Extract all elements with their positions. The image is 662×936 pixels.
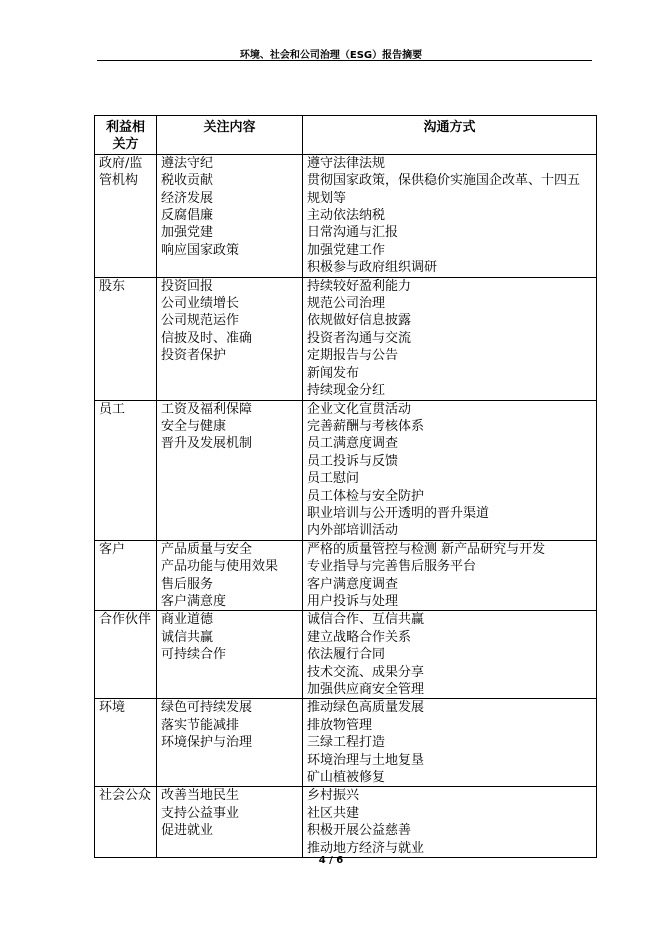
methods-cell bbox=[303, 787, 597, 858]
concern-item: 落实节能减排 bbox=[161, 717, 240, 733]
method-item: 日常沟通与汇报 bbox=[307, 225, 399, 241]
concerns-cell bbox=[157, 787, 303, 858]
concern-item: 支持公益事业 bbox=[161, 805, 240, 821]
stakeholder-cell bbox=[95, 277, 157, 400]
methods-cell bbox=[303, 154, 597, 277]
table-row bbox=[95, 400, 597, 540]
table-row bbox=[95, 154, 597, 277]
method-item: 投资者沟通与交流 bbox=[307, 330, 412, 346]
stakeholder-name: 政府/监管机构 bbox=[99, 155, 143, 189]
method-item: 诚信合作、互信共赢 bbox=[307, 612, 425, 628]
method-item: 职业培训与公开透明的晋升渠道 bbox=[307, 505, 490, 521]
concerns-cell bbox=[157, 611, 303, 699]
concern-item: 加强党建 bbox=[161, 225, 214, 241]
method-item: 环境治理与土地复垦 bbox=[307, 752, 425, 768]
concern-item: 响应国家政策 bbox=[161, 242, 240, 258]
method-item: 三绿工程打造 bbox=[307, 735, 386, 751]
method-item: 社区共建 bbox=[307, 805, 360, 821]
method-item: 遵守法律法规 bbox=[307, 155, 386, 171]
concerns-cell bbox=[157, 540, 303, 611]
concern-item: 投资者保护 bbox=[161, 348, 227, 364]
stakeholder-name: 股东 bbox=[99, 278, 126, 294]
concerns-cell bbox=[157, 699, 303, 787]
method-item: 新闻发布 bbox=[307, 365, 360, 381]
method-item: 贯彻国家政策，保供稳价实施国企改革、十四五规划等 bbox=[307, 173, 581, 206]
concerns-cell bbox=[157, 154, 303, 277]
method-item: 持续现金分红 bbox=[307, 383, 386, 399]
method-item: 持续较好盈利能力 bbox=[307, 278, 412, 294]
concern-item: 安全与健康 bbox=[161, 418, 227, 434]
stakeholder-cell bbox=[95, 540, 157, 611]
method-item: 完善薪酬与考核体系 bbox=[307, 418, 425, 434]
stakeholder-name: 员工 bbox=[99, 401, 126, 417]
concern-item: 反腐倡廉 bbox=[161, 208, 214, 224]
page-number: 4 / 6 bbox=[318, 855, 344, 866]
method-item: 内外部培训活动 bbox=[307, 523, 399, 539]
method-item: 技术交流、成果分享 bbox=[307, 664, 425, 680]
method-item: 员工体检与安全防护 bbox=[307, 488, 425, 504]
method-item: 依规做好信息披露 bbox=[307, 313, 412, 329]
stakeholder-cell bbox=[95, 787, 157, 858]
concern-item: 可持续合作 bbox=[161, 647, 227, 663]
concern-item: 遵法守纪 bbox=[161, 155, 214, 171]
stakeholder-cell bbox=[95, 611, 157, 699]
concerns-cell bbox=[157, 400, 303, 540]
stakeholder-name: 合作伙伴 bbox=[99, 612, 152, 628]
method-item: 规范公司治理 bbox=[307, 296, 386, 312]
methods-cell bbox=[303, 277, 597, 400]
method-item: 推动绿色高质量发展 bbox=[307, 700, 425, 716]
concern-item: 售后服务 bbox=[161, 576, 214, 592]
concern-item: 信披及时、准确 bbox=[161, 330, 253, 346]
concern-item: 税收贡献 bbox=[161, 173, 214, 189]
concern-item: 产品质量与安全 bbox=[161, 541, 253, 557]
method-item: 员工慰问 bbox=[307, 471, 360, 487]
method-item: 定期报告与公告 bbox=[307, 348, 399, 364]
methods-cell bbox=[303, 400, 597, 540]
method-item: 加强党建工作 bbox=[307, 242, 386, 258]
table-body bbox=[95, 154, 597, 857]
method-item: 企业文化宣贯活动 bbox=[307, 401, 412, 417]
table-header-row bbox=[95, 116, 597, 155]
column-header-methods: 沟通方式 bbox=[303, 116, 597, 155]
method-item: 建立战略合作关系 bbox=[307, 629, 412, 645]
stakeholder-name: 社会公众 bbox=[99, 788, 152, 804]
header-rule bbox=[97, 60, 592, 61]
method-item: 积极开展公益慈善 bbox=[307, 823, 412, 839]
method-item: 排放物管理 bbox=[307, 717, 373, 733]
method-item: 员工投诉与反馈 bbox=[307, 453, 399, 469]
table-row bbox=[95, 277, 597, 400]
concern-item: 诚信共赢 bbox=[161, 629, 214, 645]
stakeholder-cell bbox=[95, 699, 157, 787]
method-item: 矿山植被修复 bbox=[307, 770, 386, 786]
concerns-cell bbox=[157, 277, 303, 400]
method-item: 积极参与政府组织调研 bbox=[307, 260, 438, 276]
stakeholder-cell bbox=[95, 400, 157, 540]
method-item: 员工满意度调查 bbox=[307, 436, 399, 452]
concern-item: 客户满意度 bbox=[161, 593, 227, 609]
concern-item: 工资及福利保障 bbox=[161, 401, 253, 417]
column-header-stakeholder: 利益相关方 bbox=[95, 116, 157, 155]
table-row bbox=[95, 540, 597, 611]
stakeholder-name: 客户 bbox=[99, 541, 126, 557]
concern-item: 绿色可持续发展 bbox=[161, 700, 253, 716]
method-item: 推动地方经济与就业 bbox=[307, 840, 425, 856]
table-row bbox=[95, 787, 597, 858]
table-row bbox=[95, 699, 597, 787]
stakeholder-cell bbox=[95, 154, 157, 277]
method-item: 客户满意度调查 bbox=[307, 576, 399, 592]
concern-item: 改善当地民生 bbox=[161, 788, 240, 804]
concern-item: 商业道德 bbox=[161, 612, 214, 628]
methods-cell bbox=[303, 611, 597, 699]
methods-cell bbox=[303, 540, 597, 611]
method-item: 乡村振兴 bbox=[307, 788, 360, 804]
concern-item: 公司业绩增长 bbox=[161, 296, 240, 312]
concern-item: 公司规范运作 bbox=[161, 313, 240, 329]
concern-item: 晋升及发展机制 bbox=[161, 436, 253, 452]
table-row bbox=[95, 611, 597, 699]
concern-item: 促进就业 bbox=[161, 823, 214, 839]
column-header-concerns: 关注内容 bbox=[157, 116, 303, 155]
method-item: 用户投诉与处理 bbox=[307, 593, 399, 609]
method-item: 依法履行合同 bbox=[307, 647, 386, 663]
concern-item: 投资回报 bbox=[161, 278, 214, 294]
stakeholder-name: 环境 bbox=[99, 700, 126, 716]
concern-item: 产品功能与使用效果 bbox=[161, 559, 279, 575]
method-item: 主动依法纳税 bbox=[307, 208, 386, 224]
methods-cell bbox=[303, 699, 597, 787]
concern-item: 经济发展 bbox=[161, 190, 214, 206]
method-item: 加强供应商安全管理 bbox=[307, 682, 425, 697]
stakeholder-table bbox=[94, 115, 597, 858]
page-header-title: 环境、社会和公司治理（ESG）报告摘要 bbox=[239, 50, 423, 61]
method-item: 严格的质量管控与检测 新产品研究与开发 bbox=[307, 541, 546, 557]
method-item: 专业指导与完善售后服务平台 bbox=[307, 559, 477, 575]
concern-item: 环境保护与治理 bbox=[161, 735, 253, 751]
